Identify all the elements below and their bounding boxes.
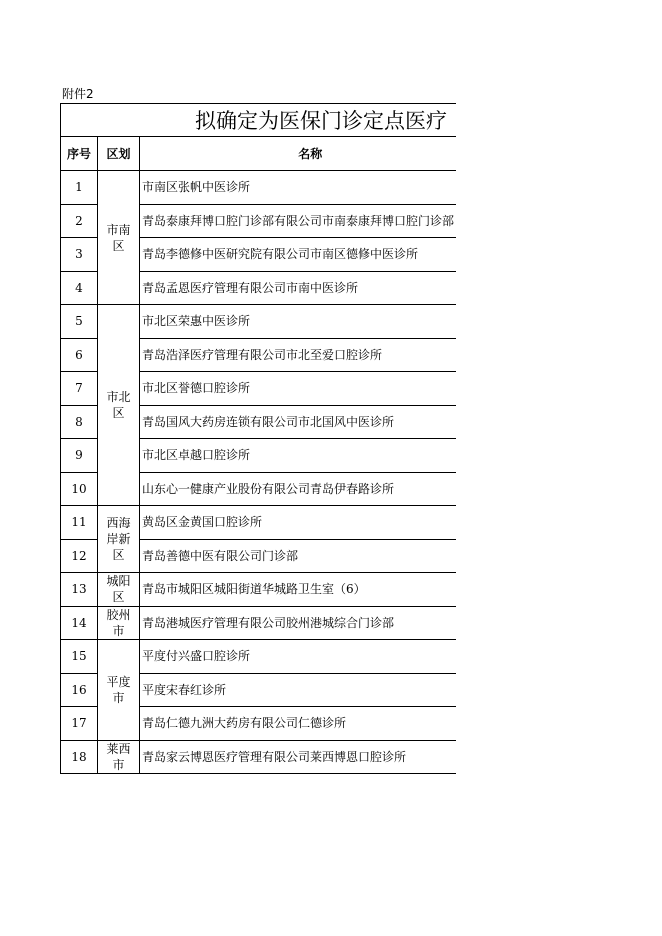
row-seq: 1 <box>61 171 98 205</box>
header-seq: 序号 <box>61 137 98 171</box>
district-cell: 市北区 <box>98 305 140 506</box>
row-seq: 7 <box>61 372 98 406</box>
row-name: 市北区荣惠中医诊所 <box>140 305 457 339</box>
district-cell: 西海岸新区 <box>98 506 140 573</box>
row-name: 青岛泰康拜博口腔门诊部有限公司市南泰康拜博口腔门诊部 <box>140 204 457 238</box>
row-seq: 8 <box>61 405 98 439</box>
row-name: 青岛家云博恩医疗管理有限公司莱西博恩口腔诊所 <box>140 740 457 774</box>
attachment-label: 附件2 <box>62 87 94 101</box>
row-name: 青岛善德中医有限公司门诊部 <box>140 539 457 573</box>
row-name: 黄岛区金黄国口腔诊所 <box>140 506 457 540</box>
row-name: 市北区卓越口腔诊所 <box>140 439 457 473</box>
row-name: 青岛浩泽医疗管理有限公司市北至爱口腔诊所 <box>140 338 457 372</box>
row-seq: 14 <box>61 606 98 640</box>
table-row <box>61 573 457 607</box>
row-name: 山东心一健康产业股份有限公司青岛伊春路诊所 <box>140 472 457 506</box>
district-cell: 莱西市 <box>98 740 140 774</box>
row-seq: 6 <box>61 338 98 372</box>
row-seq: 11 <box>61 506 98 540</box>
row-seq: 9 <box>61 439 98 473</box>
row-name: 平度宋春红诊所 <box>140 673 457 707</box>
row-name: 青岛孟恩医疗管理有限公司市南中医诊所 <box>140 271 457 305</box>
table-row <box>61 740 457 774</box>
district-cell: 胶州市 <box>98 606 140 640</box>
row-name: 青岛市城阳区城阳街道华城路卫生室（6） <box>140 573 457 607</box>
row-name: 市南区张帆中医诊所 <box>140 171 457 205</box>
row-seq: 5 <box>61 305 98 339</box>
row-seq: 12 <box>61 539 98 573</box>
table-row <box>61 305 457 339</box>
row-name: 青岛国风大药房连锁有限公司市北国风中医诊所 <box>140 405 457 439</box>
row-name: 市北区誉德口腔诊所 <box>140 372 457 406</box>
row-seq: 16 <box>61 673 98 707</box>
table-row <box>61 606 457 640</box>
header-district: 区划 <box>98 137 140 171</box>
table-row <box>61 506 457 540</box>
row-seq: 18 <box>61 740 98 774</box>
row-name: 青岛李德修中医研究院有限公司市南区德修中医诊所 <box>140 238 457 272</box>
row-name: 青岛仁德九洲大药房有限公司仁德诊所 <box>140 707 457 741</box>
row-seq: 2 <box>61 204 98 238</box>
row-seq: 4 <box>61 271 98 305</box>
table-row <box>61 640 457 674</box>
spreadsheet-table <box>60 103 456 775</box>
row-seq: 10 <box>61 472 98 506</box>
district-cell: 城阳区 <box>98 573 140 607</box>
row-seq: 13 <box>61 573 98 607</box>
header-name: 名称 <box>140 137 457 171</box>
table-row <box>61 171 457 205</box>
row-name: 青岛港城医疗管理有限公司胶州港城综合门诊部 <box>140 606 457 640</box>
district-cell: 市南区 <box>98 171 140 305</box>
district-cell: 平度市 <box>98 640 140 741</box>
table-title: 拟确定为医保门诊定点医疗 <box>61 104 457 137</box>
row-seq: 17 <box>61 707 98 741</box>
row-seq: 3 <box>61 238 98 272</box>
row-name: 平度付兴盛口腔诊所 <box>140 640 457 674</box>
row-seq: 15 <box>61 640 98 674</box>
